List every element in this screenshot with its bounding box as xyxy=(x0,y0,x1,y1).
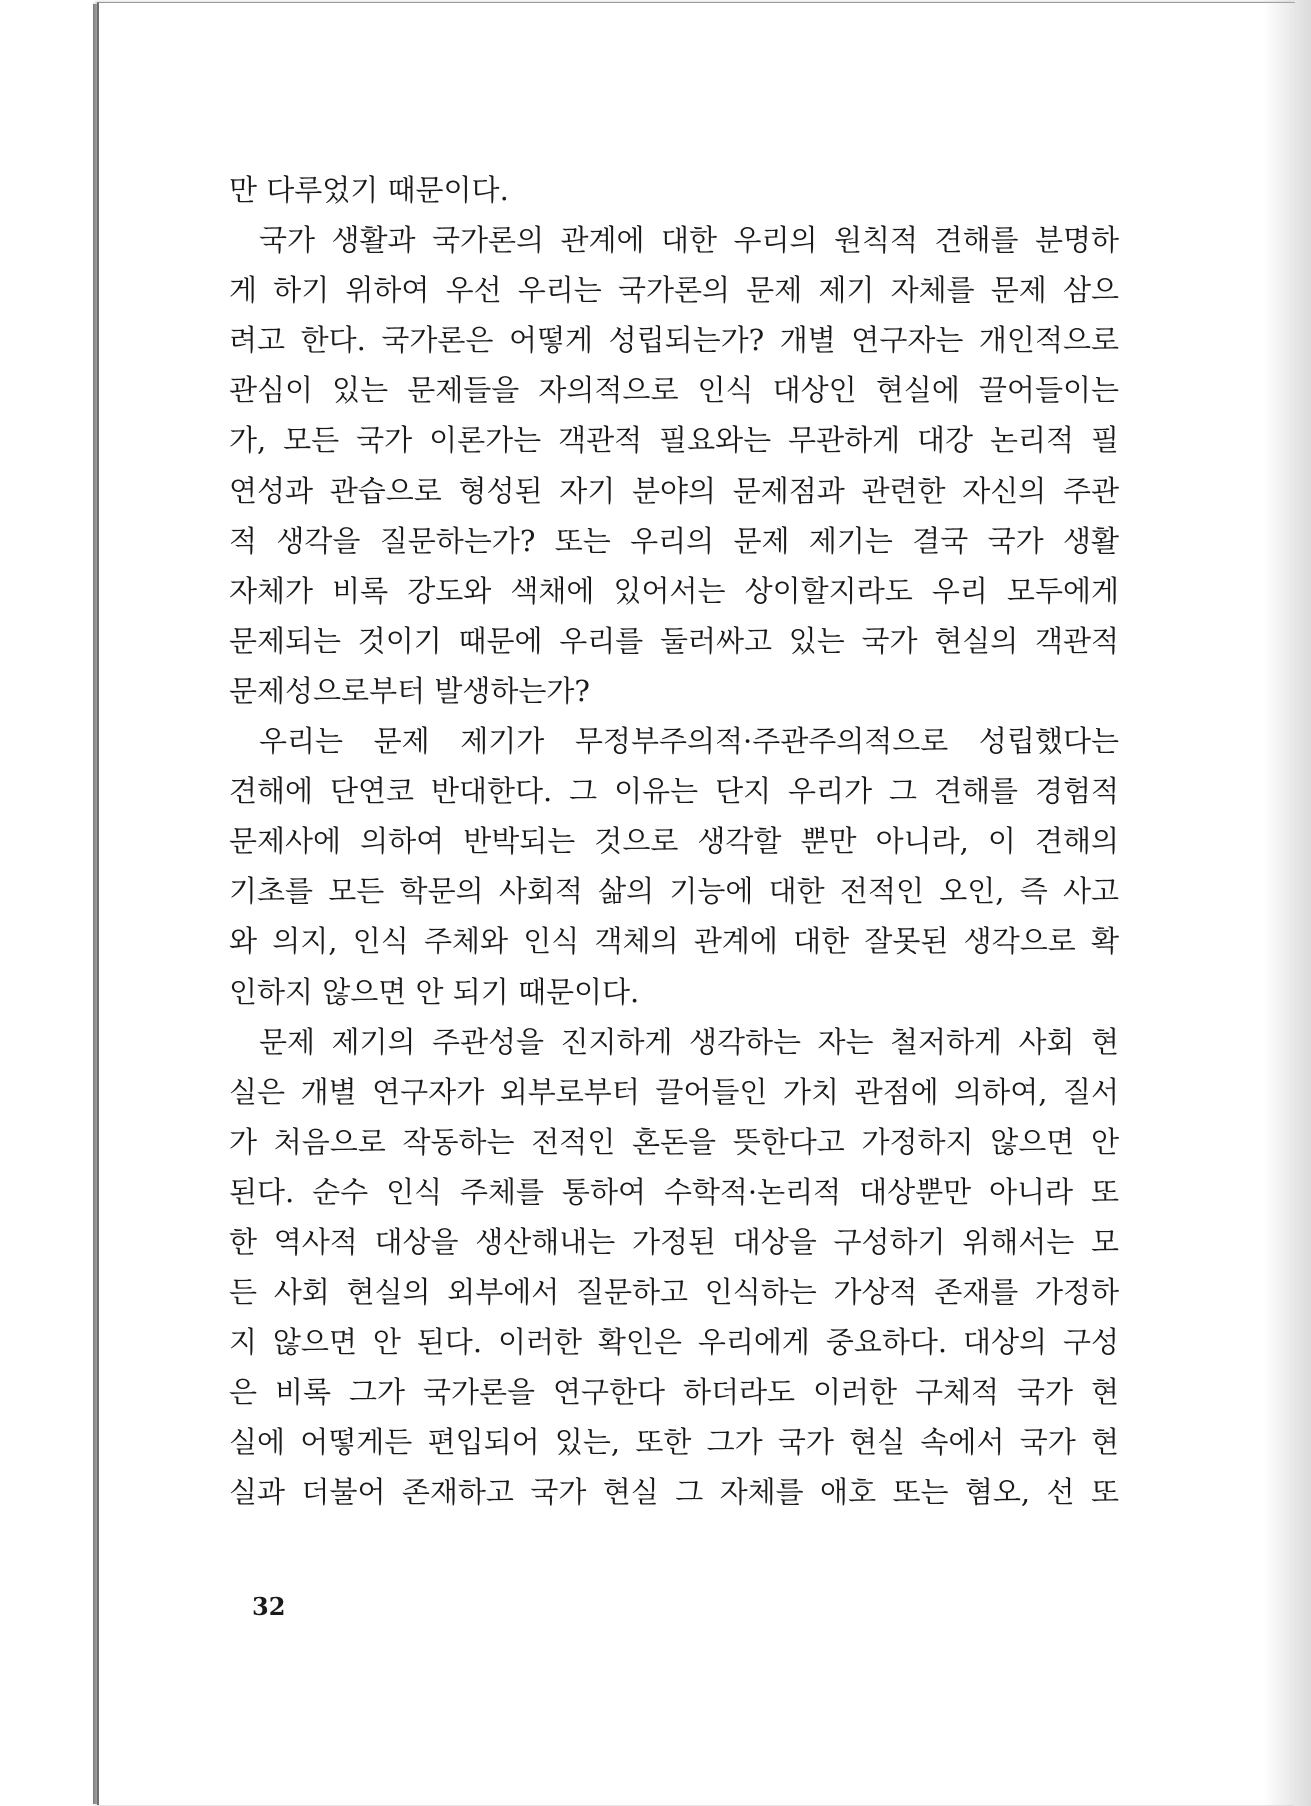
text-line: 든 사회 현실의 외부에서 질문하고 인식하는 가상적 존재를 가정하 xyxy=(229,1275,1119,1310)
text-line: 된다. 순수 인식 주체를 통하여 수학적·논리적 대상뿐만 아니라 또 xyxy=(229,1174,1119,1209)
text-line: 실은 개별 연구자가 외부로부터 끌어들인 가치 관점에 의하여, 질서 xyxy=(229,1074,1119,1109)
text-line: 문제성으로부터 발생하는가? xyxy=(229,673,590,708)
text-line: 가 처음으로 작동하는 전적인 혼돈을 뜻한다고 가정하지 않으면 안 xyxy=(229,1124,1119,1159)
text-line: 한 역사적 대상을 생산해내는 가정된 대상을 구성하기 위해서는 모 xyxy=(229,1224,1119,1259)
text-line: 관심이 있는 문제들을 자의적으로 인식 대상인 현실에 끌어들이는 xyxy=(229,373,1119,408)
text-line: 은 비록 그가 국가론을 연구한다 하더라도 이러한 구체적 국가 현 xyxy=(229,1375,1119,1410)
text-line: 만 다루었기 때문이다. xyxy=(229,173,509,207)
text-line: 려고 한다. 국가론은 어떻게 성립되는가? 개별 연구자는 개인적으로 xyxy=(229,323,1119,358)
text-line: 견해에 단연코 반대한다. 그 이유는 단지 우리가 그 견해를 경험적 xyxy=(229,774,1119,809)
text-line: 국가 생활과 국가론의 관계에 대한 우리의 원칙적 견해를 분명하 xyxy=(259,223,1119,258)
text-line: 적 생각을 질문하는가? 또는 우리의 문제 제기는 결국 국가 생활 xyxy=(229,523,1119,558)
text-line: 실과 더불어 존재하고 국가 현실 그 자체를 애호 또는 혐오, 선 또 xyxy=(229,1475,1119,1510)
page-number: 32 xyxy=(252,1592,286,1621)
text-line: 문제사에 의하여 반박되는 것으로 생각할 뿐만 아니라, 이 견해의 xyxy=(229,824,1119,859)
text-line: 우리는 문제 제기가 무정부주의적·주관주의적으로 성립했다는 xyxy=(259,724,1119,759)
text-line: 실에 어떻게든 편입되어 있는, 또한 그가 국가 현실 속에서 국가 현 xyxy=(229,1425,1119,1460)
text-line: 문제되는 것이기 때문에 우리를 둘러싸고 있는 국가 현실의 객관적 xyxy=(229,623,1119,658)
text-line: 가, 모든 국가 이론가는 객관적 필요와는 무관하게 대강 논리적 필 xyxy=(229,423,1119,458)
body-text xyxy=(229,165,1119,1518)
text-line: 자체가 비록 강도와 색채에 있어서는 상이할지라도 우리 모두에게 xyxy=(229,573,1119,608)
text-line: 인하지 않으면 안 되기 때문이다. xyxy=(229,974,640,1009)
text-line: 기초를 모든 학문의 사회적 삶의 기능에 대한 전적인 오인, 즉 사고 xyxy=(229,874,1119,909)
text-line: 게 하기 위하여 우선 우리는 국가론의 문제 제기 자체를 문제 삼으 xyxy=(229,273,1119,308)
text-line: 와 의지, 인식 주체와 인식 객체의 관계에 대한 잘못된 생각으로 확 xyxy=(229,924,1119,959)
page-edge-shadow xyxy=(1263,0,1311,1806)
text-line: 문제 제기의 주관성을 진지하게 생각하는 자는 철저하게 사회 현 xyxy=(259,1024,1119,1059)
text-line: 연성과 관습으로 형성된 자기 분야의 문제점과 관련한 자신의 주관 xyxy=(229,473,1119,508)
text-line: 지 않으면 안 된다. 이러한 확인은 우리에게 중요하다. 대상의 구성 xyxy=(229,1325,1119,1360)
